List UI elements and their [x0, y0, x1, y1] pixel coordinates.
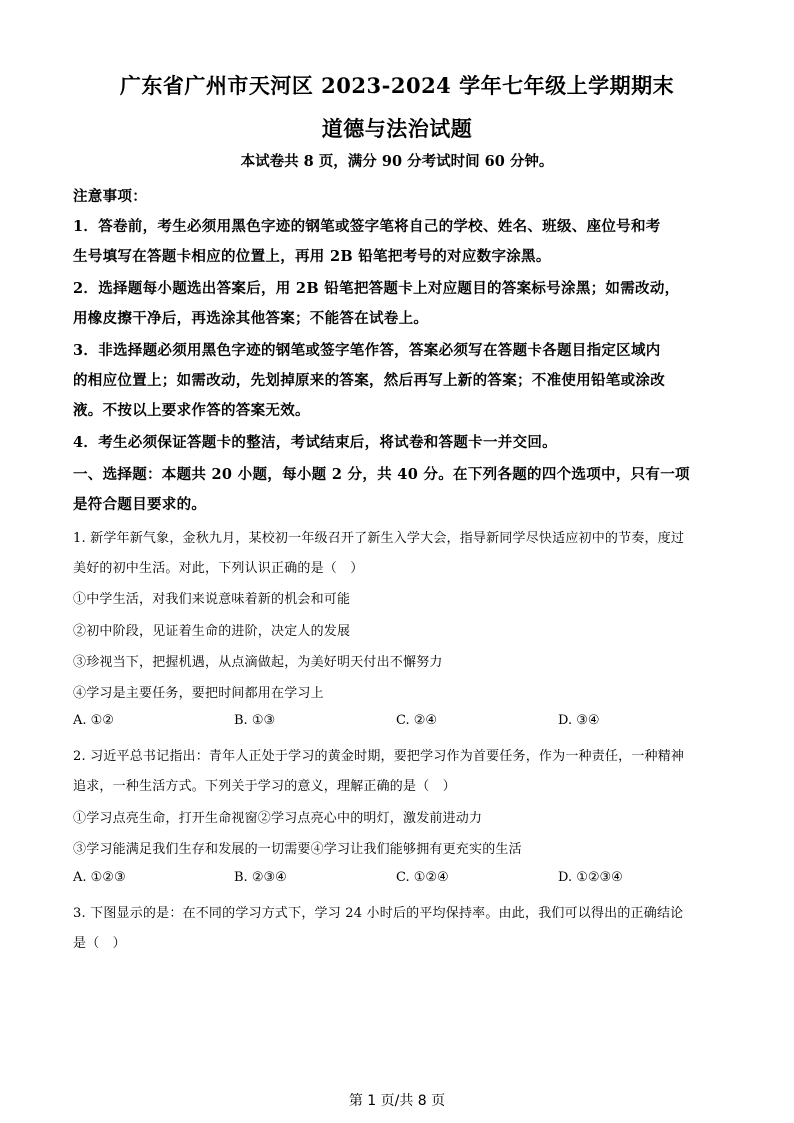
question-1-option-c: C. ②④: [396, 713, 438, 728]
question-2-option-a: A. ①②③: [73, 870, 126, 885]
question-1-option-d: D. ③④: [558, 713, 600, 728]
question-2-stem: 追求，一种生活方式。下列关于学习的意义，理解正确的是（ ）: [73, 779, 456, 794]
notice-line: 生号填写在答题卡相应的位置上，再用 2B 铅笔把考号的对应数字涂黑。: [73, 248, 551, 265]
notice-line: 用橡皮擦干净后，再选涂其他答案；不能答在试卷上。: [73, 310, 429, 327]
notice-line: 1．答卷前，考生必须用黑色字迹的钢笔或签字笔将自己的学校、姓名、班级、座位号和考: [73, 218, 661, 235]
section-heading: 一、选择题：本题共 20 小题，每小题 2 分，共 40 分。在下列各题的四个选项中，只有一项: [73, 466, 690, 483]
page-number: 第 1 页/共 8 页: [348, 1093, 446, 1109]
question-3-stem: 3. 下图显示的是：在不同的学习方式下，学习 24 小时后的平均保持率。由此，我们可以得出的正确结论: [73, 906, 684, 921]
exam-title: 广东省广州市天河区 2023-2024 学年七年级上学期期末: [119, 73, 675, 98]
question-2-statement: ①学习点亮生命，打开生命视窗②学习点亮心中的明灯，激发前进动力: [73, 811, 483, 826]
exam-info: 本试卷共 8 页，满分 90 分考试时间 60 分钟。: [240, 153, 554, 170]
notice-line: 液。不按以上要求作答的答案无效。: [73, 402, 310, 419]
section-heading: 是符合题目要求的。: [73, 496, 207, 513]
question-1-statement: ④学习是主要任务，要把时间都用在学习上: [73, 686, 324, 701]
question-1-statement: ③珍视当下，把握机遇，从点滴做起，为美好明天付出不懈努力: [73, 655, 443, 670]
question-1-option-b: B. ①③: [234, 713, 276, 728]
notice-line: 2．选择题每小题选出答案后，用 2B 铅笔把答题卡上对应题目的答案标号涂黑；如需改动，: [73, 280, 680, 297]
question-2-option-c: C. ①②④: [396, 870, 449, 885]
question-3-stem: 是（ ）: [73, 936, 126, 951]
question-1-option-a: A. ①②: [73, 713, 114, 728]
question-2-option-b: B. ②③④: [234, 870, 287, 885]
question-1-statement: ②初中阶段，见证着生命的进阶，决定人的发展: [73, 624, 351, 639]
question-1-statement: ①中学生活，对我们来说意味着新的机会和可能: [73, 592, 351, 607]
question-2-statement: ③学习能满足我们生存和发展的一切需要④学习让我们能够拥有更充实的生活: [73, 842, 522, 857]
question-1-stem: 美好的初中生活。对此，下列认识正确的是（ ）: [73, 561, 364, 576]
exam-subject-title: 道德与法治试题: [321, 116, 473, 141]
notice-heading: 注意事项：: [73, 188, 147, 205]
notice-line: 4．考生必须保证答题卡的整洁，考试结束后，将试卷和答题卡一并交回。: [73, 434, 557, 451]
notice-line: 3．非选择题必须用黑色字迹的钢笔或签字笔作答，答案必须写在答题卡各题目指定区域内: [73, 342, 661, 359]
notice-line: 的相应位置上；如需改动，先划掉原来的答案，然后再写上新的答案；不准使用铅笔或涂改: [73, 372, 665, 389]
question-2-option-d: D. ①②③④: [558, 870, 623, 885]
question-1-stem: 1. 新学年新气象，金秋九月，某校初一年级召开了新生入学大会，指导新同学尽快适应初中的节奏，度过: [73, 531, 685, 546]
question-2-stem: 2. 习近平总书记指出：青年人正处于学习的黄金时期，要把学习作为首要任务，作为一种责任，一种精神: [73, 749, 685, 764]
